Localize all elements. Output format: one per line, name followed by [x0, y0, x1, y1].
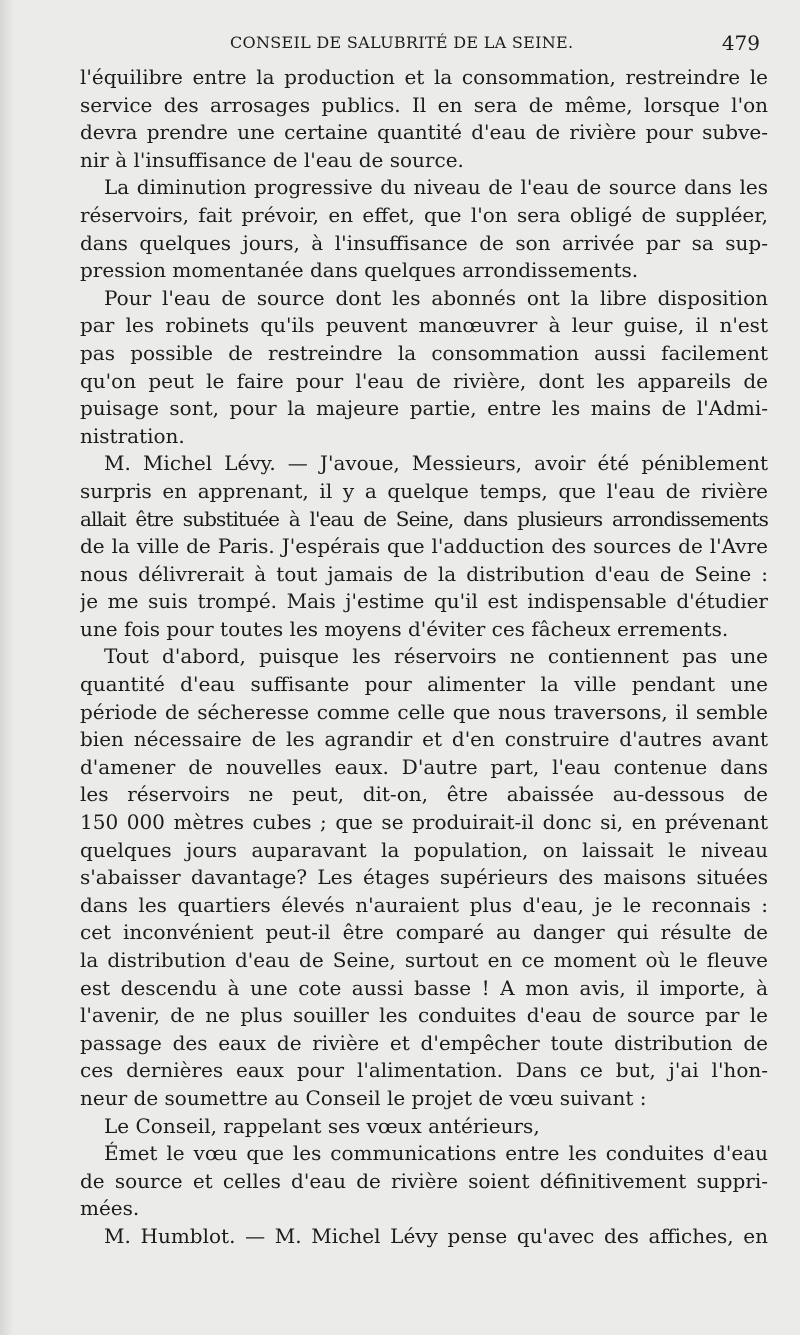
text-line: quelques jours auparavant la population, on laissait le niveau — [80, 837, 768, 862]
text-line: dans les quartiers élevés n'auraient plus d'eau, je le reconnais : — [80, 892, 768, 917]
text-line: M. Humblot. — M. Michel Lévy pense qu'avec des affiches, en — [104, 1223, 768, 1248]
text-line: d'amener de nouvelles eaux. D'autre part, l'eau contenue dans — [80, 754, 768, 779]
page-number: 479 — [721, 31, 760, 55]
text-line: pas possible de restreindre la consommation aussi facilement — [80, 340, 768, 365]
running-head-title: CONSEIL DE SALUBRITÉ DE LA SEINE. — [230, 33, 574, 52]
text-line: pression momentanée dans quelques arrondissements. — [80, 258, 639, 283]
text-line: nir à l'insuffisance de l'eau de source. — [80, 147, 464, 172]
body-text — [80, 64, 768, 1251]
text-line: s'abaisser davantage? Les étages supérieurs des maisons situées — [80, 865, 768, 890]
text-line: bien nécessaire de les agrandir et d'en construire d'autres avant — [80, 727, 768, 752]
text-line: de la ville de Paris. J'espérais que l'adduction des sources de l'Avre — [80, 534, 768, 559]
text-line: Émet le vœu que les communications entre les conduites d'eau — [104, 1141, 768, 1166]
text-line: les réservoirs ne peut, dit-on, être abaissée au-dessous de — [80, 782, 768, 807]
text-line: la distribution d'eau de Seine, surtout en ce moment où le fleuve — [80, 948, 768, 972]
text-line: quantité d'eau suffisante pour alimenter la ville pendant une — [80, 672, 768, 697]
text-line: service des arrosages publics. Il en sera de même, lorsque l'on — [80, 92, 768, 117]
text-line: devra prendre une certaine quantité d'eau de rivière pour subve- — [80, 120, 768, 145]
text-line: nistration. — [80, 423, 185, 448]
text-line: qu'on peut le faire pour l'eau de rivière, dont les appareils de — [80, 368, 768, 393]
text-line: réservoirs, fait prévoir, en effet, que l'on sera obligé de suppléer, — [80, 202, 768, 227]
text-line: Le Conseil, rappelant ses vœux antérieurs, — [104, 1113, 540, 1138]
page-gutter-shadow — [0, 0, 14, 1335]
text-line: puisage sont, pour la majeure partie, entre les mains de l'Admi- — [80, 396, 768, 421]
text-line: cet inconvénient peut-il être comparé au danger qui résulte de — [80, 920, 768, 945]
text-line: mées. — [80, 1196, 140, 1221]
text-line: l'avenir, de ne plus souiller les conduites d'eau de source par le — [80, 1003, 768, 1028]
text-line: nous délivrerait à tout jamais de la distribution d'eau de Seine : — [80, 561, 768, 586]
text-line: je me suis trompé. Mais j'estime qu'il est indispensable d'étudier — [80, 589, 768, 614]
text-line: l'équilibre entre la production et la consommation, restreindre le — [80, 65, 768, 89]
text-line: allait être substituée à l'eau de Seine, dans plusieurs arrondissements — [80, 506, 768, 531]
text-line: surpris en apprenant, il y a quelque temps, que l'eau de rivière — [80, 478, 768, 503]
text-line: période de sécheresse comme celle que nous traversons, il semble — [80, 699, 768, 724]
text-line: par les robinets qu'ils peuvent manœuvrer à leur guise, il n'est — [80, 313, 768, 338]
text-line: est descendu à une cote aussi basse ! A mon avis, il importe, à — [80, 975, 768, 1000]
running-head — [230, 33, 760, 59]
text-line: une fois pour toutes les moyens d'éviter ces fâcheux errements. — [80, 616, 729, 641]
text-line: de source et celles d'eau de rivière soient définitivement suppri- — [80, 1168, 768, 1193]
text-line: dans quelques jours, à l'insuffisance de son arrivée par sa sup- — [80, 230, 768, 255]
text-line: La diminution progressive du niveau de l'eau de source dans les — [104, 175, 768, 200]
text-line: neur de soumettre au Conseil le projet de vœu suivant : — [80, 1085, 647, 1110]
text-line: 150 000 mètres cubes ; que se produirait-il donc si, en prévenant — [80, 810, 768, 835]
text-line: Tout d'abord, puisque les réservoirs ne contiennent pas une — [104, 644, 768, 669]
text-line: passage des eaux de rivière et d'empêcher toute distribution de — [80, 1030, 768, 1055]
text-line: ces dernières eaux pour l'alimentation. Dans ce but, j'ai l'hon- — [80, 1058, 768, 1083]
text-line: M. Michel Lévy. — J'avoue, Messieurs, avoir été péniblement — [104, 451, 768, 476]
text-line: Pour l'eau de source dont les abonnés ont la libre disposition — [104, 285, 768, 310]
